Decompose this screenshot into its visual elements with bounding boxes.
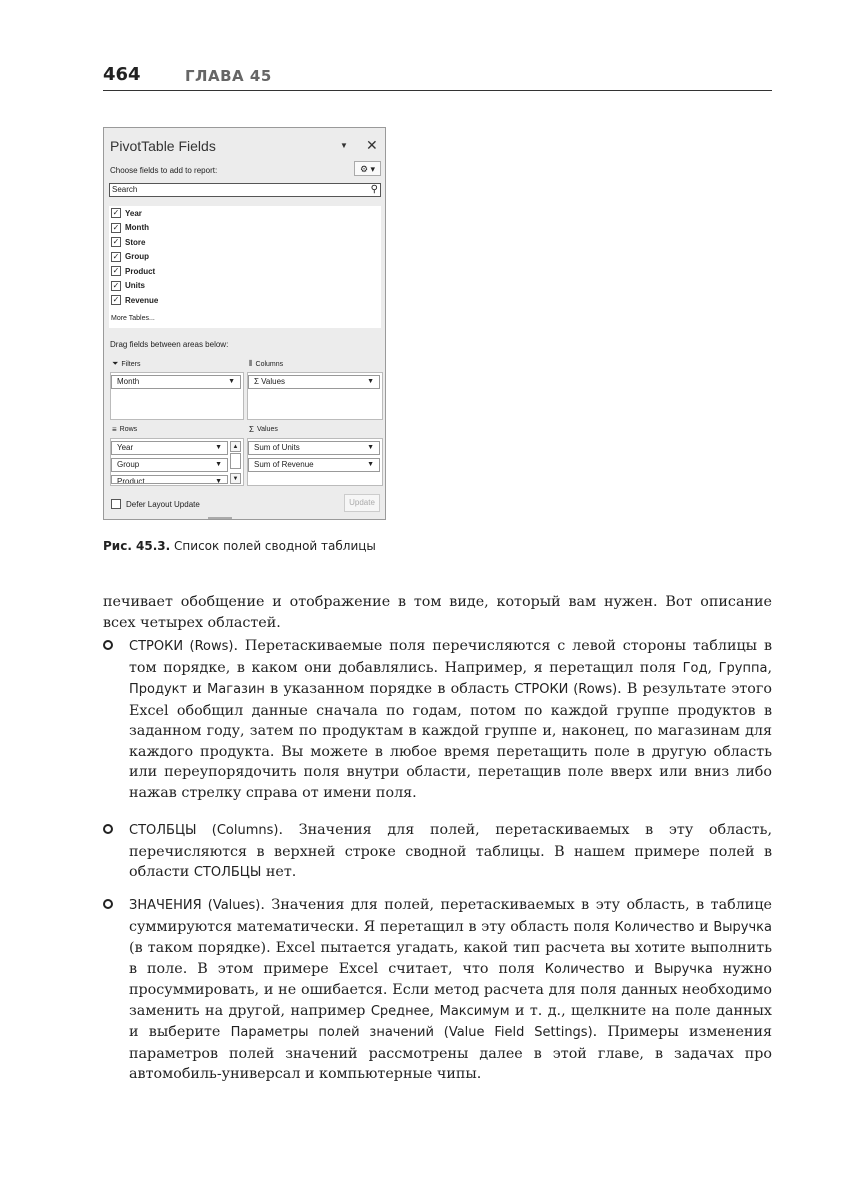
scrollbar-thumb[interactable]	[230, 453, 241, 469]
checkbox-checked-icon[interactable]: ✓	[112, 295, 120, 304]
field-item-year[interactable]: ✓ Year	[112, 208, 142, 218]
chapter-title: ГЛАВА 45	[185, 67, 272, 85]
field-item-revenue[interactable]: ✓ Revenue	[112, 295, 159, 305]
page-header	[103, 64, 772, 91]
checkbox-checked-icon[interactable]: ✓	[112, 222, 120, 232]
filters-area-header: ⏷ Filters	[112, 359, 141, 368]
rows-icon: ≡	[112, 425, 117, 434]
checkbox-checked-icon[interactable]: ✓	[112, 237, 120, 246]
resize-grip[interactable]	[208, 517, 232, 519]
bullet-text: ЗНАЧЕНИЯ (Values). Значения для полей, перетаскиваемых в эту область, в таблице суммируются математически. Я перетащил в эту область поля Количество и Выручка (в таком порядке). Excel пытается угадать, какой тип расчета вы хотите выполнить в поле. В этом примере Excel считает, что поля Количество и Выручка нужно просуммировать, и не ошибается. Если метод расчета для поля данных необходимо заменить на другой, например Среднее, Максимум и т. д., щелкните на поле данных и выберите Параметры полей значений (Value Field Settings). Примеры изменения параметров полей значений рассмотрены далее в этой главе, в задачах про автомобиль-универсал и компьютерные чипы.	[129, 897, 773, 1082]
close-icon[interactable]: ✕	[366, 137, 378, 153]
values-area-header: Σ Values	[249, 425, 278, 434]
value-field-sum-units[interactable]: Sum of Units ▼	[248, 441, 380, 455]
filter-icon: ⏷	[112, 359, 119, 368]
gear-icon: ⚙ ▾	[359, 164, 376, 174]
pane-title: PivotTable Fields	[110, 138, 216, 154]
bullet-text: СТРОКИ (Rows). Перетаскиваемые поля перечисляются с левой стороны таблицы в том порядке, в каком они добавлялись. Например, я перетащил поля Год, Группа, Продукт и Магазин в указанном порядке в область СТРОКИ (Rows). В результате этого Excel обобщил данные сначала по годам, потом по каждой группе продуктов в заданном году, затем по продуктам в каждой группе и, наконец, по магазинам для каждого продукта. Вы можете в любое время перетащить поле в другую область или переупорядочить поля внутри области, перетащив поле вверх или вниз либо нажав стрелку справа от имени поля.	[129, 638, 772, 801]
columns-area-header: ⦀ Columns	[249, 359, 284, 368]
scroll-up-button[interactable]	[230, 441, 241, 452]
figure-caption-text: Список полей сводной таблицы	[174, 539, 376, 553]
pane-options-chevron-icon[interactable]: ▼	[340, 141, 348, 150]
field-list	[109, 206, 381, 328]
search-placeholder: Search	[112, 185, 138, 194]
sigma-icon: Σ	[249, 425, 254, 434]
row-field-group[interactable]: Group ▼	[111, 458, 228, 472]
chevron-down-icon[interactable]: ▼	[367, 444, 374, 451]
chevron-down-icon[interactable]: ▼	[228, 378, 235, 385]
chevron-down-icon[interactable]: ▼	[215, 478, 222, 484]
field-item-store[interactable]: ✓ Store	[112, 237, 146, 247]
intro-paragraph: печивает обобщение и отображение в том виде, который вам нужен. Вот описание всех четырех областей.	[103, 594, 772, 631]
bullet-circle-icon	[103, 824, 113, 834]
field-item-product[interactable]: ✓ Product	[112, 266, 156, 276]
chevron-down-icon[interactable]: ▼	[367, 461, 374, 468]
chevron-down-icon[interactable]: ▼	[215, 461, 222, 468]
scroll-up-icon: ▲	[232, 444, 239, 450]
bullet-circle-icon	[103, 640, 113, 650]
field-item-group[interactable]: ✓ Group	[112, 251, 149, 261]
field-item-units[interactable]: ✓ Units	[112, 280, 145, 290]
checkbox-checked-icon[interactable]: ✓	[112, 266, 120, 275]
field-item-month[interactable]: ✓ Month	[112, 222, 149, 232]
chevron-down-icon[interactable]: ▼	[367, 378, 374, 385]
more-tables-link[interactable]: More Tables...	[111, 315, 155, 322]
figure-number: Рис. 45.3.	[103, 539, 171, 553]
defer-layout-update[interactable]: Defer Layout Update	[111, 499, 200, 509]
update-button[interactable]: Update	[344, 494, 380, 512]
checkbox-checked-icon[interactable]: ✓	[112, 208, 120, 217]
bullet-circle-icon	[103, 899, 113, 909]
filter-field-month[interactable]: Month ▼	[111, 375, 241, 389]
row-field-product[interactable]: Product ▼	[111, 475, 228, 484]
choose-fields-label: Choose fields to add to report:	[110, 166, 218, 175]
bullet-text: СТОЛБЦЫ (Columns). Значения для полей, перетаскиваемых в эту область, перечисляются в верхней строке сводной таблицы. В нашем примере полей в области СТОЛБЦЫ нет.	[129, 822, 772, 880]
search-input[interactable]	[109, 183, 381, 197]
scroll-down-button[interactable]	[230, 473, 241, 484]
checkbox-unchecked-icon[interactable]	[111, 499, 121, 509]
row-field-year[interactable]: Year ▼	[111, 441, 228, 455]
columns-icon: ⦀	[249, 359, 253, 368]
rows-area-header: ≡ Rows	[112, 425, 138, 434]
tools-gear-button[interactable]	[354, 161, 381, 176]
checkbox-checked-icon[interactable]: ✓	[112, 280, 120, 290]
checkbox-checked-icon[interactable]: ✓	[112, 251, 120, 261]
scroll-down-icon: ▼	[232, 476, 239, 482]
column-field-values[interactable]: Σ Values ▼	[248, 375, 380, 389]
figure-caption	[103, 539, 376, 553]
pivottable-fields-pane	[103, 127, 386, 520]
page-number: 464	[103, 64, 141, 85]
drag-fields-label: Drag fields between areas below:	[110, 340, 229, 349]
search-icon[interactable]: ⚲	[370, 184, 378, 195]
value-field-sum-revenue[interactable]: Sum of Revenue ▼	[248, 458, 380, 472]
chevron-down-icon[interactable]: ▼	[215, 444, 222, 451]
